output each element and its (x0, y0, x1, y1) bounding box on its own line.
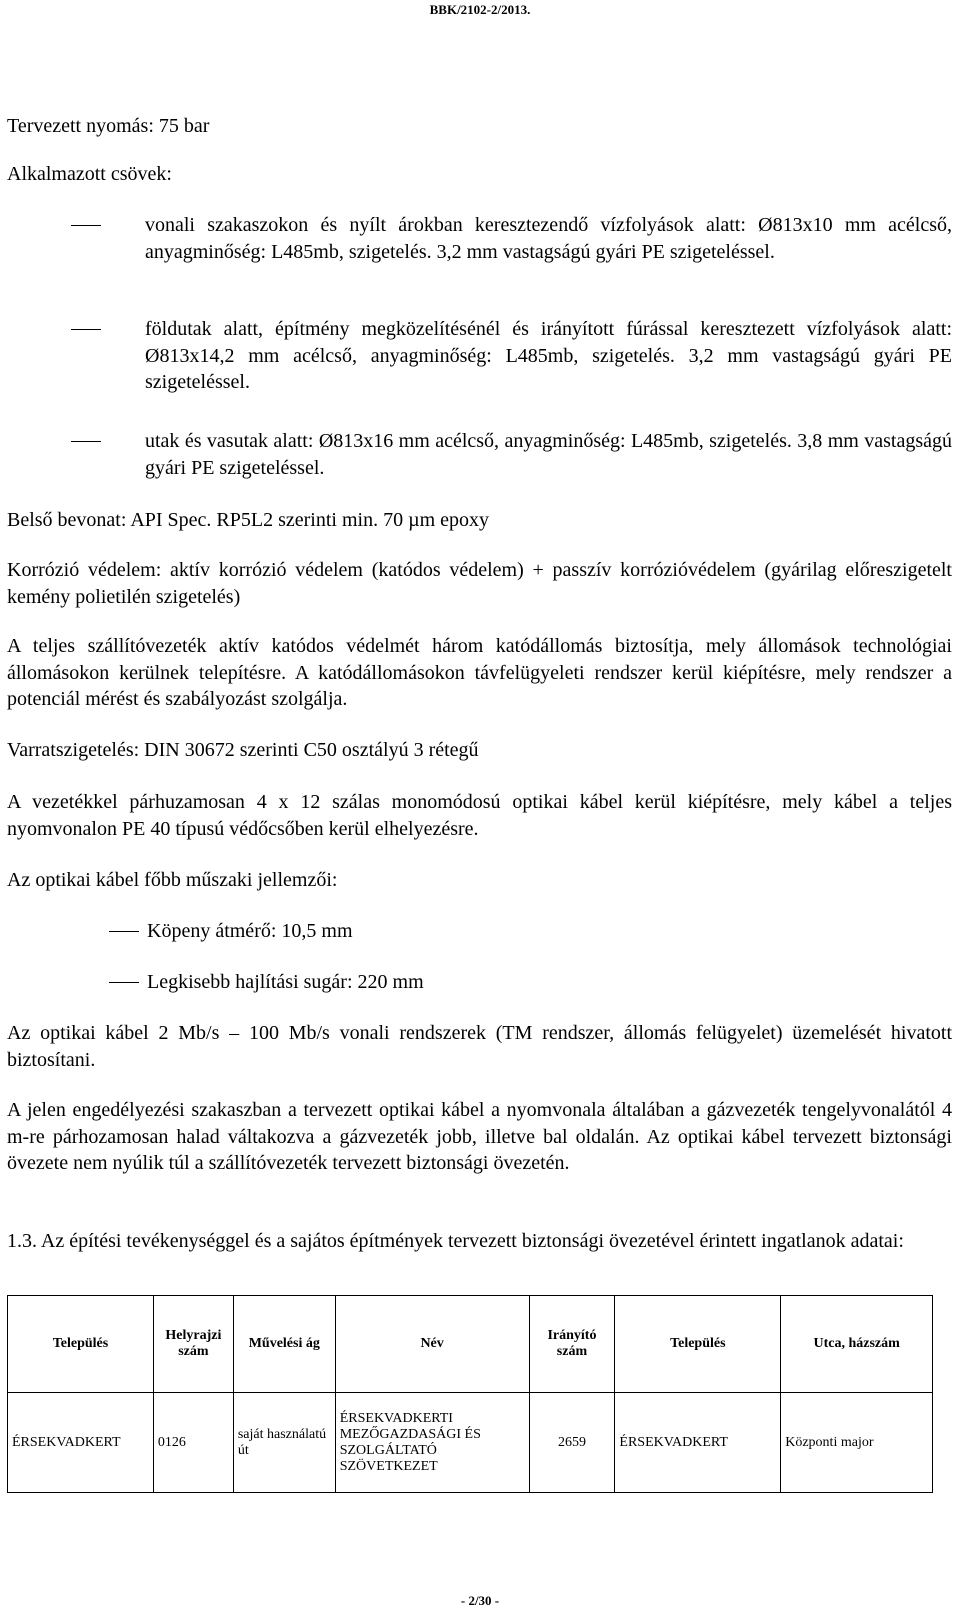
design-pressure: Tervezett nyomás: 75 bar (7, 115, 210, 137)
table-row (8, 1393, 933, 1493)
cable-prop-1 (147, 918, 847, 945)
pipes-intro: Alkalmazott csövek: (7, 163, 172, 185)
table-cell: ÉRSEKVADKERT (615, 1393, 781, 1493)
cathodic-protection: A teljes szállítóvezeték aktív katódos védelmét három katódállomás biztosítja, mely állomások technológiai állomásokon kerülnek telepítésre. A katódállomásokon távfelügyeleti rendszer kerül kiépítésre, mely rendszer a potenciál mérést és szabályozást szolgálja. (7, 635, 952, 710)
column-header: Művelési ág (233, 1296, 335, 1393)
table-cell: ÉRSEKVADKERT (8, 1393, 154, 1493)
column-header: Helyrajzi szám (153, 1296, 233, 1393)
column-header: Név (335, 1296, 529, 1393)
document-reference: BBK/2102-2/2013. (429, 2, 531, 17)
column-header: Irányító szám (529, 1296, 615, 1393)
page-number: - 2/30 - (460, 1593, 500, 1608)
cable-prop-text: Legkisebb hajlítási sugár: 220 mm (147, 971, 424, 993)
pipe-item-text: vonali szakaszokon és nyílt árokban keresztezendő vízfolyások alatt: Ø813x10 mm acélcső, anyagminőség: L485mb, szigetelés. 3,2 mm vastagságú gyári PE szigeteléssel. (145, 214, 952, 263)
section-heading: 1.3. Az építési tevékenységgel és a sajátos építmények tervezett biztonsági övezetével érintett ingatlanok adatai: (7, 1230, 904, 1252)
property-table (7, 1295, 933, 1493)
dash-bullet-icon (109, 931, 139, 932)
optical-cable: A vezetékkel párhuzamosan 4 x 12 szálas monomódosú optikai kábel kerül kiépítésre, mely kábel a teljes nyomvonalon PE 40 típusú védőcsőben kerül elhelyezésre. (7, 791, 952, 840)
weld-insulation: Varratszigetelés: DIN 30672 szerinti C50 osztályú 3 rétegű (7, 739, 479, 761)
cable-route: A jelen engedélyezési szakaszban a tervezett optikai kábel a nyomvonala általában a gázvezeték tengelyvonalától 4 m-re párhozamosan halad váltakozva a gázvezeték jobb, illetve bal oldalán. Az optikai kábel tervezett biztonsági övezete nem nyúlik túl a szállítóvezeték tervezett biztonsági övezetén. (7, 1099, 952, 1174)
table-cell: ÉRSEKVADKERTI MEZŐGAZDASÁGI ÉS SZOLGÁLTATÓ SZÖVETKEZET (335, 1393, 529, 1493)
table-cell: Központi major (781, 1393, 933, 1493)
dash-bullet-icon (71, 441, 101, 442)
cable-props-intro: Az optikai kábel főbb műszaki jellemzői: (7, 869, 338, 891)
cable-usage: Az optikai kábel 2 Mb/s – 100 Mb/s vonali rendszerek (TM rendszer, állomás felügyelet) üzemelését hivatott biztosítani. (7, 1022, 952, 1071)
cable-prop-2 (147, 969, 847, 996)
column-header: Utca, házszám (781, 1296, 933, 1393)
pipe-item-2 (109, 316, 952, 396)
column-header: Település (8, 1296, 154, 1393)
column-header: Település (615, 1296, 781, 1393)
pipe-item-3 (109, 428, 952, 481)
inner-coating: Belső bevonat: API Spec. RP5L2 szerinti min. 70 µm epoxy (7, 509, 490, 531)
cable-prop-text: Köpeny átmérő: 10,5 mm (147, 920, 353, 942)
dash-bullet-icon (71, 225, 101, 226)
table-header-row (8, 1296, 933, 1393)
table-cell: saját használatú út (233, 1393, 335, 1493)
table-cell: 2659 (529, 1393, 615, 1493)
pipe-item-text: földutak alatt, építmény megközelítésénél és irányított fúrással keresztezett vízfolyások alatt: Ø813x14,2 mm acélcső, anyagminőség: L485mb, szigetelés. 3,2 mm vastagságú gyári PE szigeteléssel. (145, 318, 952, 393)
corrosion-protection: Korrózió védelem: aktív korrózió védelem (katódos védelem) + passzív korrózióvédelem (gyárilag előreszigetelt kemény polietilén szigetelés) (7, 559, 952, 608)
table-cell: 0126 (153, 1393, 233, 1493)
pipe-item-text: utak és vasutak alatt: Ø813x16 mm acélcső, anyagminőség: L485mb, szigetelés. 3,8 mm vastagságú gyári PE szigeteléssel. (145, 430, 952, 479)
dash-bullet-icon (71, 329, 101, 330)
pipe-item-1 (109, 212, 952, 265)
dash-bullet-icon (109, 982, 139, 983)
